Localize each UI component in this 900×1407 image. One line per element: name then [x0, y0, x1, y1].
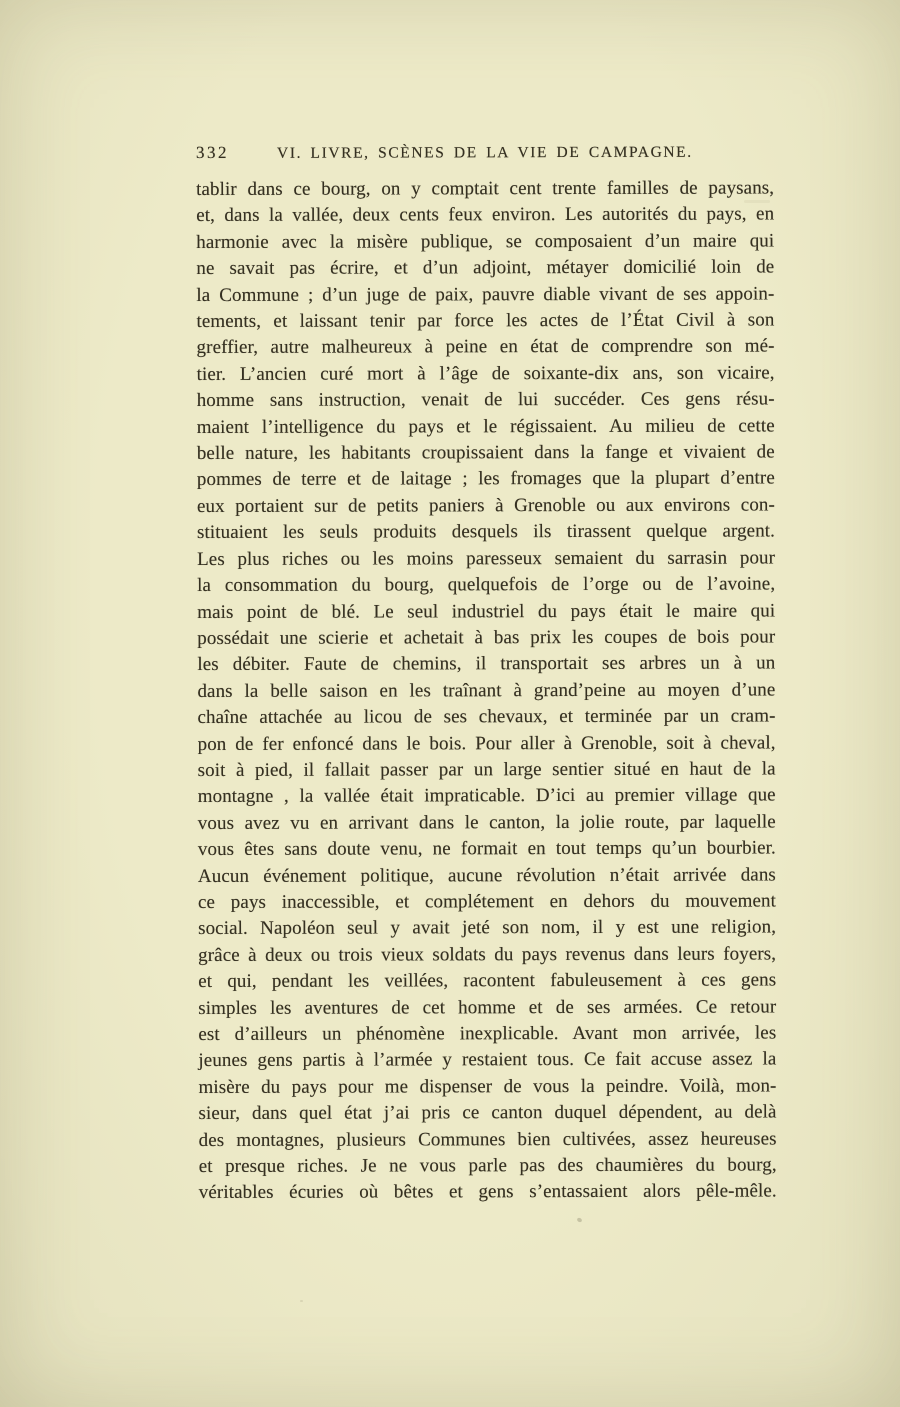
text-line: maient l’intelligence du pays et le régissaient. Au milieu de cette	[196, 415, 775, 438]
text-line: la consommation du bourg, quelquefois de l’orge ou de l’avoine,	[197, 573, 776, 597]
text-line: des montagnes, plusieurs Communes bien cultivées, assez heureuses	[198, 1128, 777, 1151]
text-line: pommes de terre et de laitage ; les fromages que la plupart d’entre	[196, 467, 775, 491]
text-line: les débiter. Faute de chemins, il transportait ses arbres un à un	[197, 652, 776, 676]
text-line: Aucun événement politique, aucune révolution n’était arrivée dans	[197, 864, 776, 887]
text-block	[196, 141, 777, 1206]
scan-speck	[744, 200, 770, 203]
text-line: vous avez vu en arrivant dans le canton, la jolie route, par laquelle	[197, 811, 776, 834]
text-line: vous êtes sans doute venu, ne formait en tout temps qu’un bourbier.	[197, 837, 776, 861]
text-line: belle nature, les habitants croupissaient dans la fange et vivaient de	[196, 441, 775, 465]
body-text	[196, 175, 777, 1206]
text-line: grâce à deux ou trois vieux soldats du pays revenus dans leurs foyers,	[198, 943, 777, 966]
text-line: tier. L’ancien curé mort à l’âge de soixante-dix ans, son vicaire,	[196, 362, 775, 385]
text-line: chaîne attachée au licou de ses chevaux, et terminée par un cram-	[197, 705, 776, 729]
text-line: montagne , la vallée était impraticable. D’ici au premier village que	[197, 784, 776, 808]
running-title: VI. LIVRE, SCÈNES DE LA VIE DE CAMPAGNE.	[277, 143, 693, 162]
text-line: pon de fer enfoncé dans le bois. Pour aller à Grenoble, soit à cheval,	[197, 732, 776, 755]
text-line: la Commune ; d’un juge de paix, pauvre diable vivant de ses appoin-	[196, 283, 775, 306]
text-line: véritables écuries où bêtes et gens s’entassaient alors pêle-mêle.	[198, 1180, 777, 1204]
text-line: harmonie avec la misère publique, se composaient d’un maire qui	[196, 230, 775, 253]
text-line: stituaient les seuls produits desquels ils tirassent quelque argent.	[196, 520, 776, 544]
text-line: mais point de blé. Le seul industriel du pays était le maire qui	[197, 599, 776, 623]
page-header	[196, 141, 774, 163]
scan-speck	[576, 1217, 582, 1223]
page-number: 332	[196, 142, 230, 162]
text-line: homme sans instruction, venait de lui succéder. Ces gens résu-	[196, 388, 775, 412]
text-line: tablir dans ce bourg, on y comptait cent trente familles de paysans,	[196, 177, 775, 200]
text-line: Les plus riches ou les moins paresseux semaient du sarrasin pour	[197, 547, 776, 570]
text-line: est d’ailleurs un phénomène inexplicable. Avant mon arrivée, les	[198, 1022, 777, 1045]
text-line: eux portaient sur de petits paniers à Grenoble ou aux environs con-	[196, 494, 775, 517]
text-line: sieur, dans quel état j’ai pris ce canton duquel dépendent, au delà	[198, 1101, 777, 1125]
scan-speck	[300, 1300, 303, 1302]
text-line: ne savait pas écrire, et d’un adjoint, métayer domicilié loin de	[196, 256, 775, 280]
text-line: et qui, pendant les veillées, racontent fabuleusement à ces gens	[198, 969, 777, 993]
text-line: et, dans la vallée, deux cents feux environ. Les autorités du pays, en	[196, 203, 775, 227]
text-line: simples les aventures de cet homme et de ses armées. Ce retour	[198, 996, 777, 1019]
text-line: greffier, autre malheureux à peine en état de comprendre son mé-	[196, 335, 775, 359]
text-line: misère du pays pour me dispenser de vous la peindre. Voilà, mon-	[198, 1075, 777, 1098]
text-line: jeunes gens partis à l’armée y restaient tous. Ce fait accuse assez la	[198, 1048, 777, 1072]
text-line: possédait une scierie et achetait à bas prix les coupes de bois pour	[197, 626, 776, 649]
text-line: soit à pied, il fallait passer par un large sentier situé en haut de la	[197, 758, 776, 781]
text-line: dans la belle saison en les traînant à grand’peine au moyen d’une	[197, 679, 776, 702]
text-line: tements, et laissant tenir par force les actes de l’État Civil à son	[196, 309, 775, 333]
text-line: et presque riches. Je ne vous parle pas des chaumières du bourg,	[198, 1154, 777, 1178]
text-line: ce pays inaccessible, et complétement en dehors du mouvement	[197, 890, 777, 913]
text-line: social. Napoléon seul y avait jeté son nom, il y est une religion,	[198, 916, 777, 940]
